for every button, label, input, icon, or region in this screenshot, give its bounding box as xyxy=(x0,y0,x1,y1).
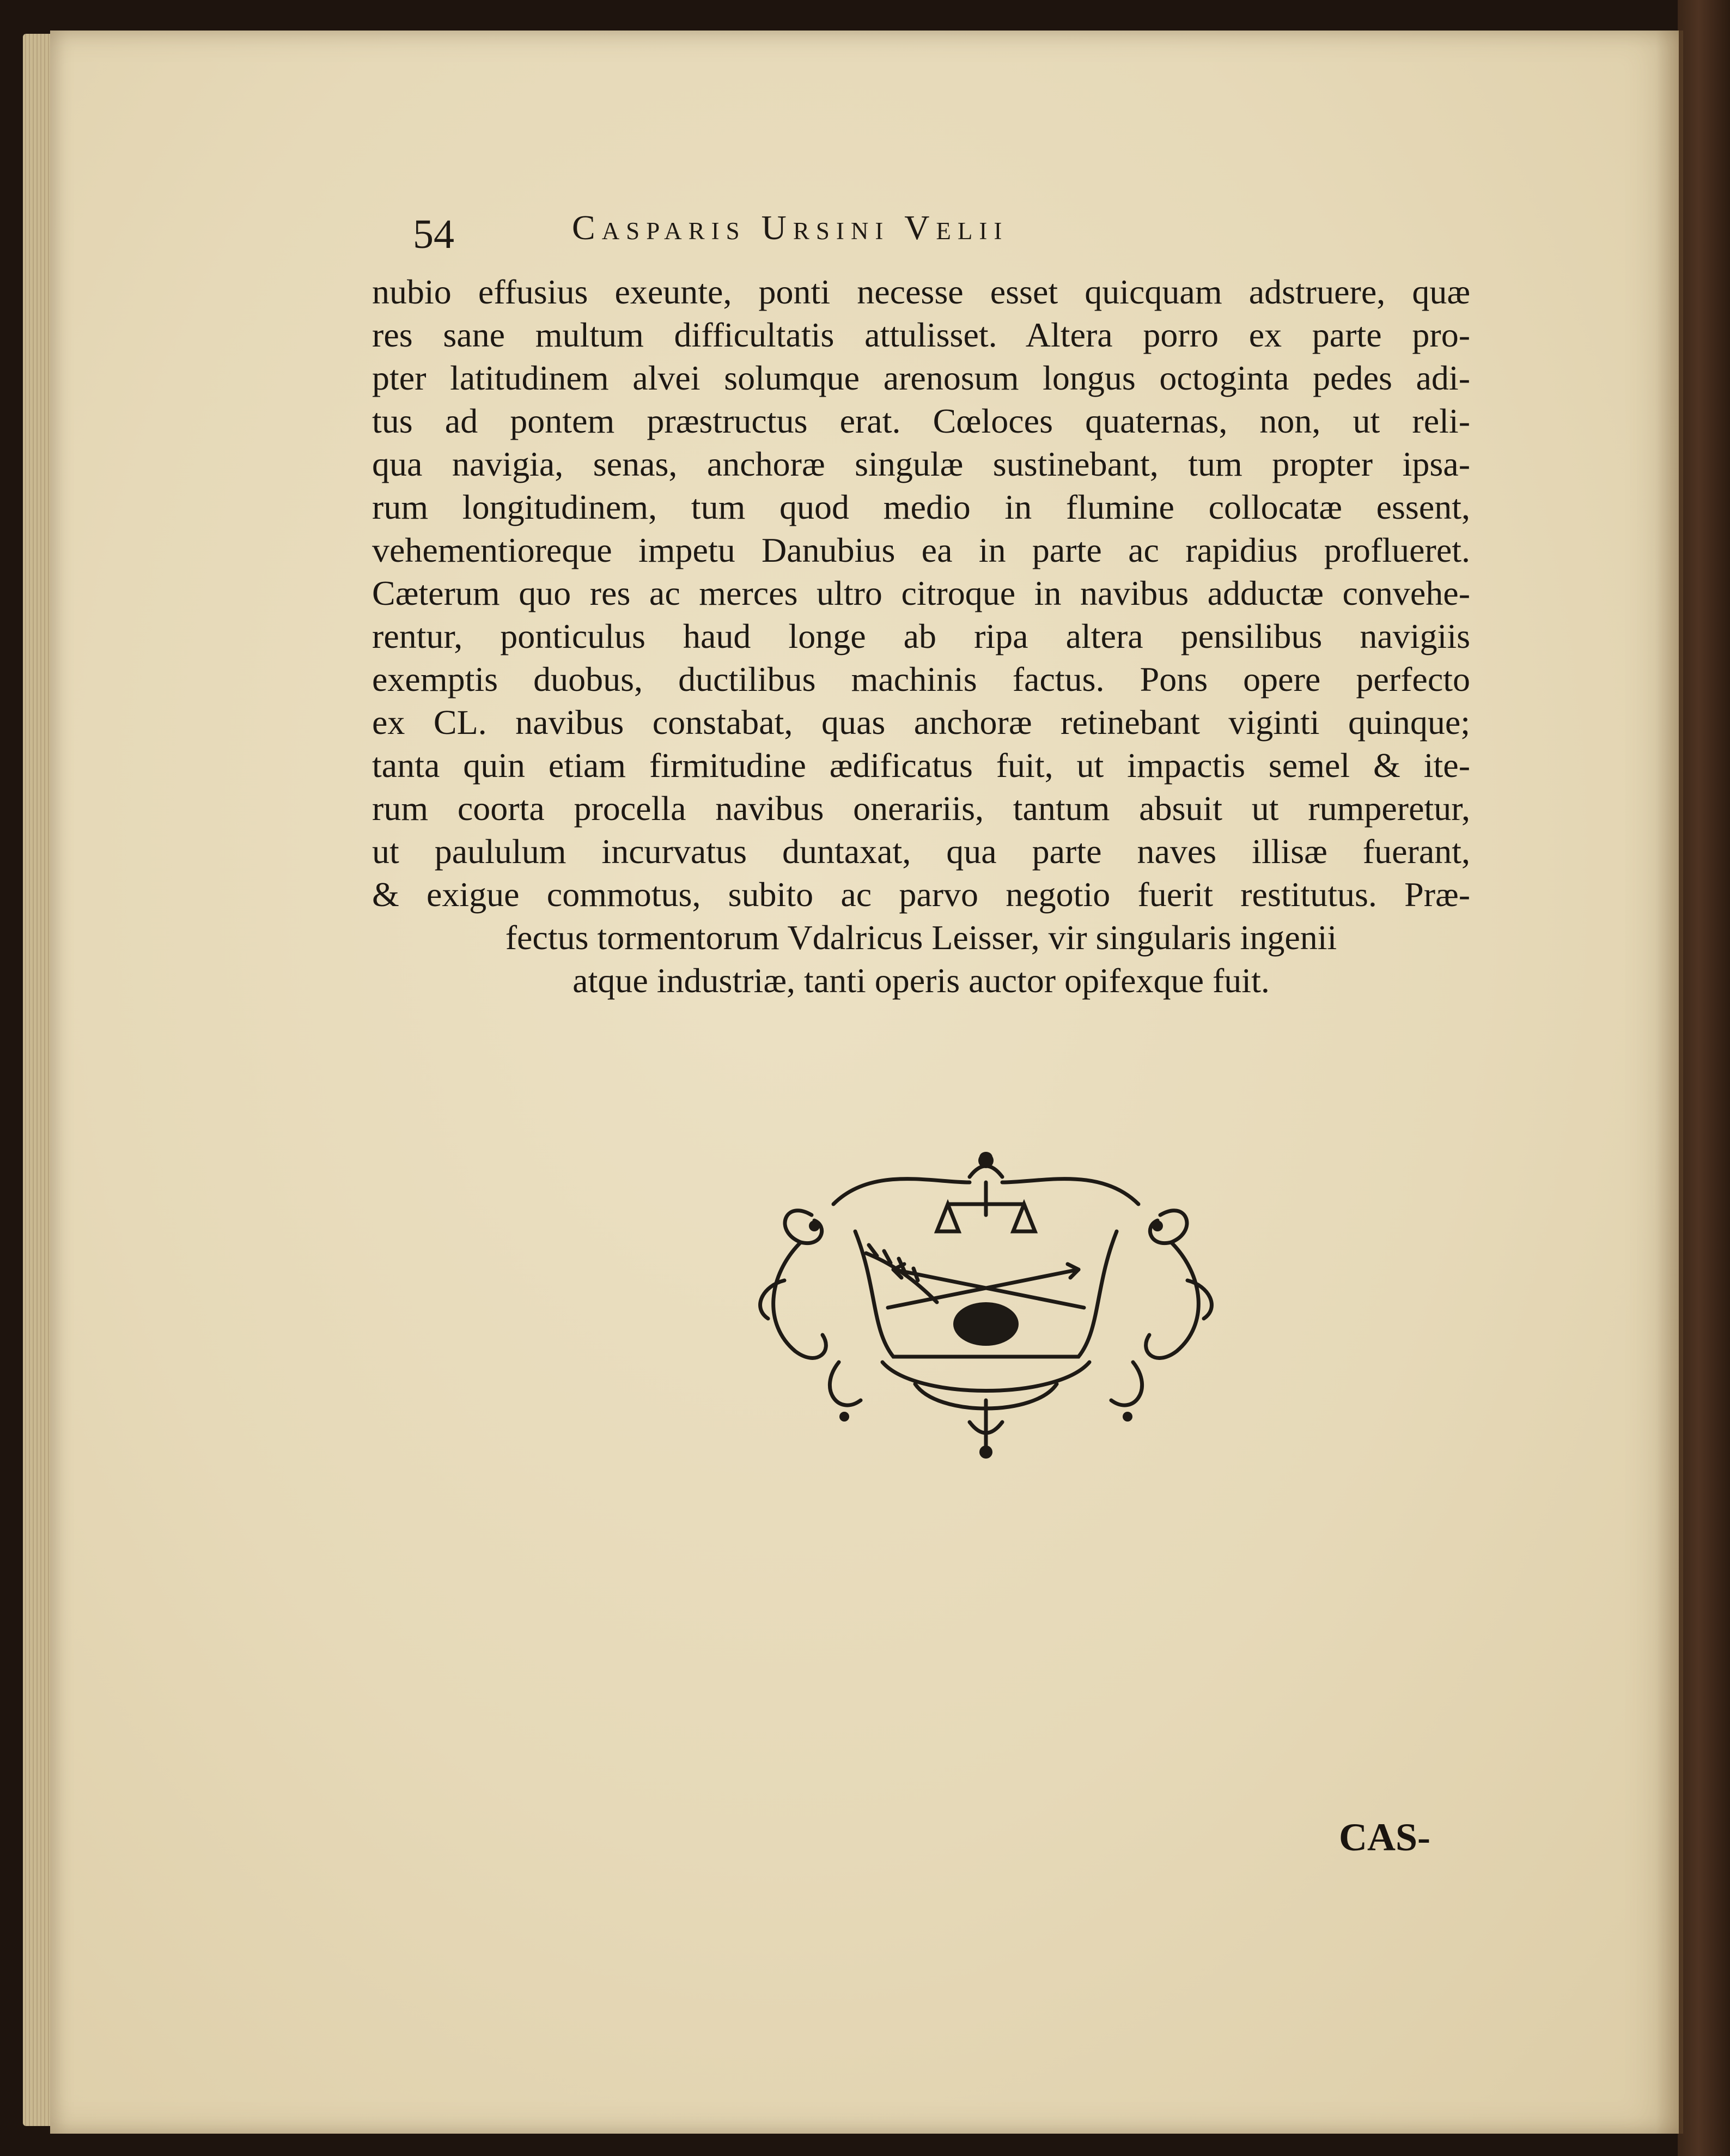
text-line: vehementioreque impetu Danubius ea in parte ac rapidius proflueret. xyxy=(372,531,1470,569)
text-line: ut paululum incurvatus duntaxat, qua parte naves illisæ fuerant, xyxy=(372,832,1470,871)
running-head: Casparis Ursini Velii xyxy=(572,208,1009,247)
catchword: CAS- xyxy=(1339,1815,1431,1859)
book-cover-edge xyxy=(1678,0,1730,2156)
text-line: nubio effusius exeunte, ponti necesse esset quicquam adstruere, quæ xyxy=(372,272,1470,311)
text-line: & exigue commotus, subito ac parvo negotio fuerit restitutus. Præ- xyxy=(372,875,1470,914)
body-text xyxy=(372,270,1470,1002)
baroque-cartouche-vignette-icon xyxy=(752,1144,1220,1460)
text-line: tanta quin etiam firmitudine ædificatus fuit, ut impactis semel & ite- xyxy=(372,746,1470,785)
text-line: tus ad pontem præstructus erat. Cœloces quaternas, non, ut reli- xyxy=(372,402,1470,440)
closing-line: atque industriæ, tanti operis auctor opifexque fuit. xyxy=(572,961,1270,1000)
text-line: pter latitudinem alvei solumque arenosum longus octoginta pedes adi- xyxy=(372,359,1470,397)
closing-line: fectus tormentorum Vdalricus Leisser, vir singularis ingenii xyxy=(505,918,1337,957)
text-line: exemptis duobus, ductilibus machinis factus. Pons opere perfecto xyxy=(372,660,1470,699)
text-line: ex CL. navibus constabat, quas anchoræ retinebant viginti quinque; xyxy=(372,703,1470,742)
page-number: 54 xyxy=(413,211,454,257)
text-line: Cæterum quo res ac merces ultro citroque in navibus adductæ convehe- xyxy=(372,574,1470,612)
text-line: rum coorta procella navibus onerariis, tantum absuit ut rumperetur, xyxy=(372,789,1470,828)
text-line: qua navigia, senas, anchoræ singulæ sustinebant, tum propter ipsa- xyxy=(372,445,1470,483)
text-line: rum longitudinem, tum quod medio in flumine collocatæ essent, xyxy=(372,488,1470,526)
text-line: rentur, ponticulus haud longe ab ripa altera pensilibus navigiis xyxy=(372,617,1470,655)
page-gutter xyxy=(1656,31,1683,2134)
text-line: res sane multum difficultatis attulisset. Altera porro ex parte pro- xyxy=(372,315,1470,354)
